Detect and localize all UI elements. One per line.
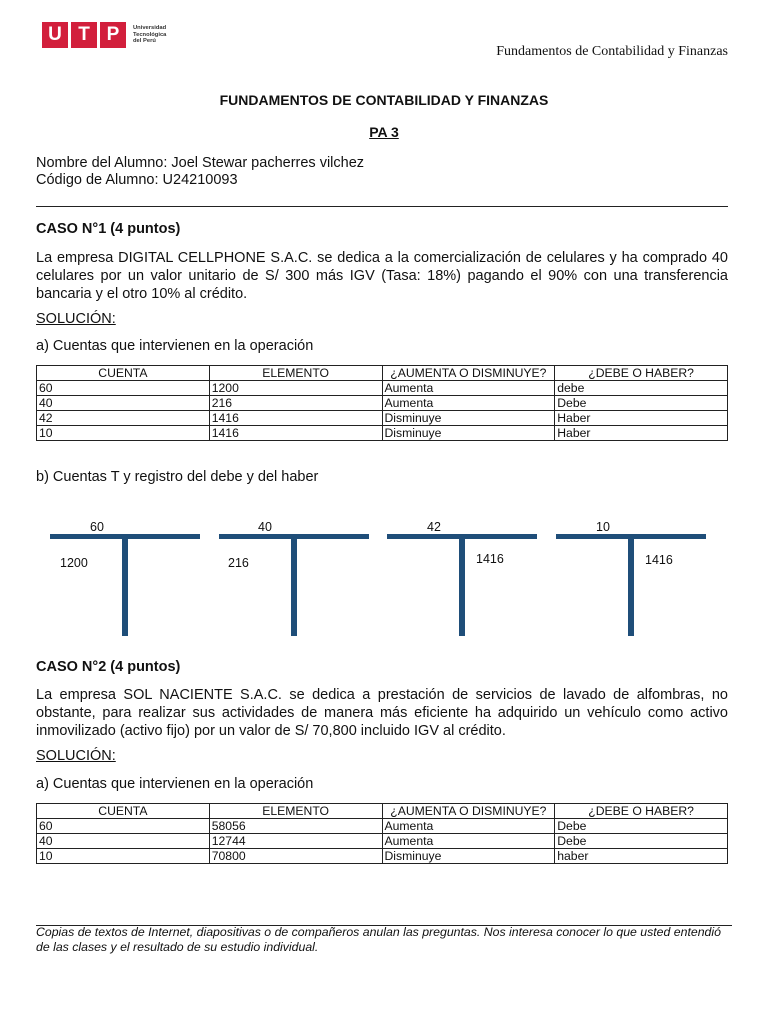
- table-header-cell: ¿DEBE O HABER?: [555, 366, 728, 381]
- table-cell: 60: [37, 819, 210, 834]
- header-course-title: Fundamentos de Contabilidad y Finanzas: [496, 44, 728, 59]
- t-account-amount: 1200: [60, 556, 88, 570]
- table-header-cell: ELEMENTO: [209, 366, 382, 381]
- table-row: [37, 411, 728, 426]
- table-cell: 1416: [209, 426, 382, 441]
- table-cell: Debe: [555, 396, 728, 411]
- table-cell: Aumenta: [382, 819, 555, 834]
- table-cell: 1416: [209, 411, 382, 426]
- table-cell: Haber: [555, 411, 728, 426]
- table-cell: Haber: [555, 426, 728, 441]
- t-account-amount: 1416: [476, 552, 504, 566]
- table-header-cell: CUENTA: [37, 366, 210, 381]
- t-account-40: [219, 520, 369, 636]
- case2-heading: CASO N°2 (4 puntos): [36, 659, 181, 675]
- case1-solution-label: SOLUCIÓN:: [36, 311, 116, 327]
- t-account-42: [387, 520, 537, 636]
- t-account-amount: 216: [228, 556, 249, 570]
- table-cell: 216: [209, 396, 382, 411]
- t-account-stem: [122, 534, 128, 636]
- page-title: FUNDAMENTOS DE CONTABILIDAD Y FINANZAS: [219, 92, 549, 108]
- case2-accounts-table: [36, 803, 728, 864]
- case1-part-b: b) Cuentas T y registro del debe y del haber: [36, 469, 319, 485]
- table-row: [37, 426, 728, 441]
- t-account-stem: [459, 534, 465, 636]
- table-row: [37, 381, 728, 396]
- table-cell: 60: [37, 381, 210, 396]
- t-account-10: [556, 520, 706, 636]
- t-account-number: 42: [427, 520, 441, 534]
- table-cell: Debe: [555, 834, 728, 849]
- logo-letter-t: T: [71, 22, 97, 48]
- table-cell: 58056: [209, 819, 382, 834]
- student-name: Nombre del Alumno: Joel Stewar pacherres vilchez: [36, 155, 365, 171]
- table-cell: Disminuye: [382, 849, 555, 864]
- t-account-stem: [291, 534, 297, 636]
- student-code: Código de Alumno: U24210093: [36, 172, 238, 188]
- logo-letter-u: U: [42, 22, 68, 48]
- t-account-number: 10: [596, 520, 610, 534]
- case2-solution-label: SOLUCIÓN:: [36, 748, 116, 764]
- table-header-row: [37, 804, 728, 819]
- table-header-cell: ¿AUMENTA O DISMINUYE?: [382, 804, 555, 819]
- case1-text: La empresa DIGITAL CELLPHONE S.A.C. se dedica a la comercialización de celulares y ha comprado 40 celulares por un valor unitario de S/ 300 más IGV (Tasa: 18%) pagando el 90% con una transferencia bancaria y el otro 10% al crédito.: [36, 250, 728, 302]
- table-cell: 42: [37, 411, 210, 426]
- table-cell: Aumenta: [382, 381, 555, 396]
- t-account-amount: 1416: [645, 553, 673, 567]
- table-cell: Aumenta: [382, 396, 555, 411]
- table-cell: 12744: [209, 834, 382, 849]
- case1-accounts-table: [36, 365, 728, 441]
- case1-part-a: a) Cuentas que intervienen en la operación: [36, 338, 314, 354]
- table-row: [37, 396, 728, 411]
- table-row: [37, 819, 728, 834]
- table-header-cell: ELEMENTO: [209, 804, 382, 819]
- footer-note: Copias de textos de Internet, diapositivas o de compañeros anulan las preguntas. Nos interesa conocer lo que usted entendió de las clases y el resultado de su estudio individual.: [36, 925, 721, 954]
- table-cell: Disminuye: [382, 426, 555, 441]
- page-subtitle: PA 3: [369, 124, 399, 140]
- table-cell: 10: [37, 849, 210, 864]
- table-header-cell: ¿AUMENTA O DISMINUYE?: [382, 366, 555, 381]
- t-account-number: 60: [90, 520, 104, 534]
- utp-logo: [42, 22, 166, 48]
- divider: [36, 206, 728, 207]
- table-cell: Disminuye: [382, 411, 555, 426]
- table-header-cell: ¿DEBE O HABER?: [555, 804, 728, 819]
- table-cell: 10: [37, 426, 210, 441]
- case1-heading: CASO N°1 (4 puntos): [36, 221, 181, 237]
- table-cell: debe: [555, 381, 728, 396]
- table-cell: 1200: [209, 381, 382, 396]
- logo-letter-p: P: [100, 22, 126, 48]
- t-account-number: 40: [258, 520, 272, 534]
- table-cell: 70800: [209, 849, 382, 864]
- table-row: [37, 849, 728, 864]
- logo-text: Universidad Tecnológica del Perú: [133, 25, 167, 45]
- table-cell: 40: [37, 396, 210, 411]
- table-header-row: [37, 366, 728, 381]
- table-cell: 40: [37, 834, 210, 849]
- case2-part-a: a) Cuentas que intervienen en la operación: [36, 776, 314, 792]
- table-cell: Aumenta: [382, 834, 555, 849]
- case2-text: La empresa SOL NACIENTE S.A.C. se dedica a prestación de servicios de lavado de alfombras, no obstante, para realizar sus actividades de manera más eficiente ha adquirido un vehículo como activo inmovilizado (activo fijo) por un valor de S/ 70,800 incluido IGV al crédito.: [36, 687, 728, 739]
- t-account-stem: [628, 534, 634, 636]
- t-account-60: [50, 520, 200, 636]
- table-header-cell: CUENTA: [37, 804, 210, 819]
- table-cell: Debe: [555, 819, 728, 834]
- table-cell: haber: [555, 849, 728, 864]
- table-row: [37, 834, 728, 849]
